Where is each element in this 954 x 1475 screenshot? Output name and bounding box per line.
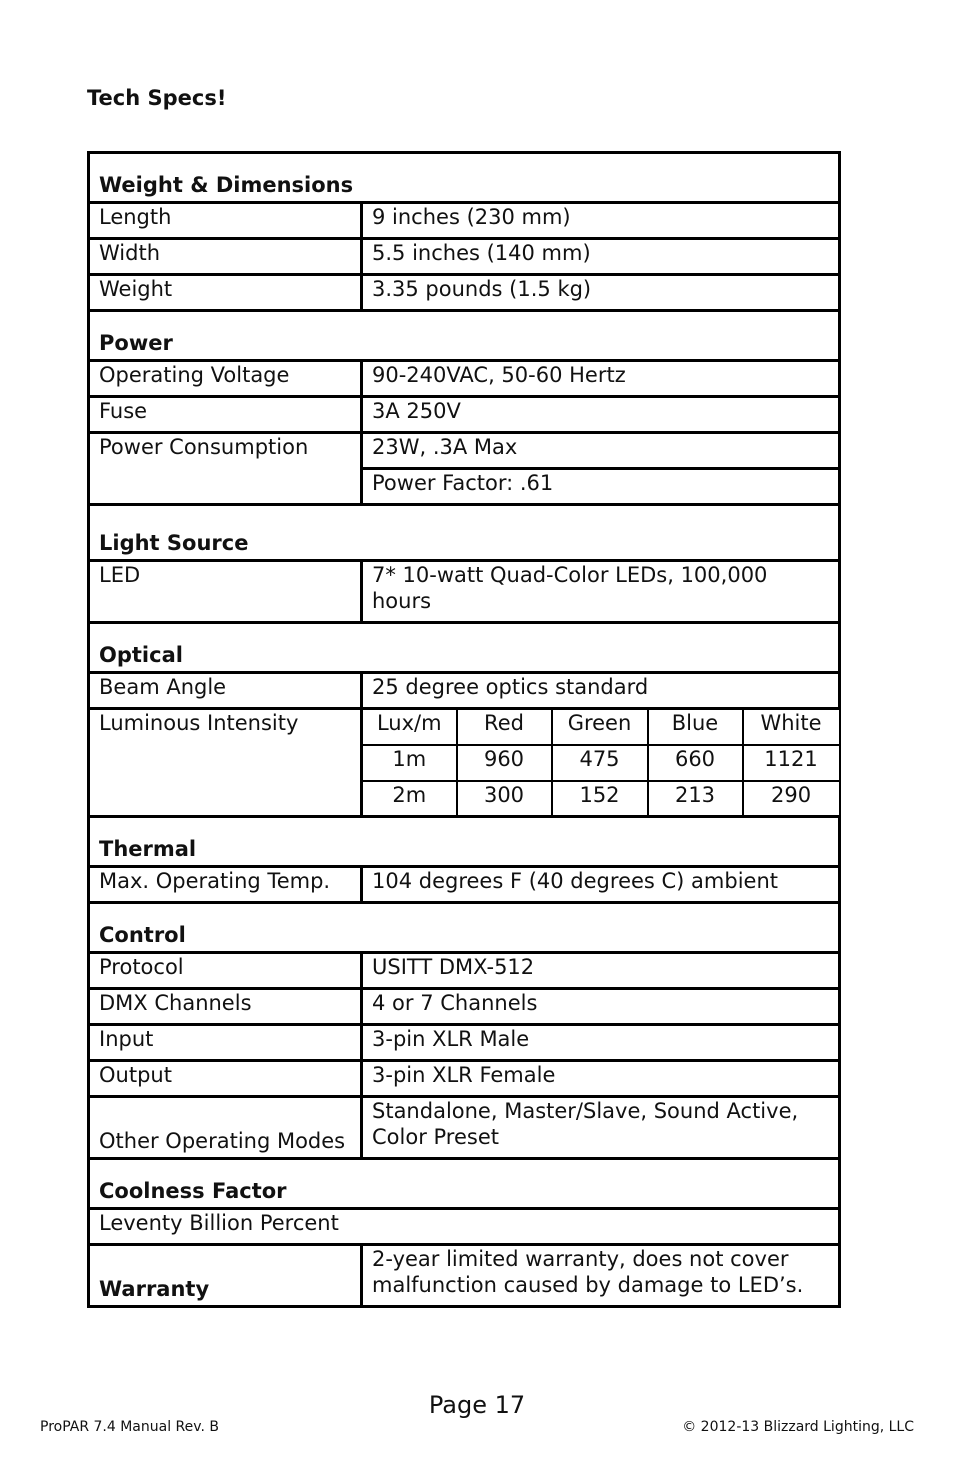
spec-label: Beam Angle — [89, 673, 362, 709]
page-title: Tech Specs! — [87, 86, 227, 110]
spec-label: Protocol — [89, 953, 362, 989]
spec-label: Width — [89, 239, 362, 275]
spec-row-protocol — [89, 953, 840, 989]
section-header-row — [89, 623, 840, 673]
spec-value: 104 degrees F (40 degrees C) ambient — [362, 867, 840, 903]
lux-cell: 2m — [362, 781, 457, 817]
lux-header-cell: Lux/m — [362, 709, 457, 745]
section-title-optical: Optical — [89, 623, 840, 673]
spec-value: 3-pin XLR Male — [362, 1025, 840, 1061]
spec-row-input — [89, 1025, 840, 1061]
spec-row-fuse — [89, 397, 840, 433]
section-title-thermal: Thermal — [89, 817, 840, 867]
section-header-row — [89, 311, 840, 361]
spec-label: Input — [89, 1025, 362, 1061]
lux-cell: 300 — [457, 781, 552, 817]
lux-header-cell: Red — [457, 709, 552, 745]
spec-row-dmx-channels — [89, 989, 840, 1025]
spec-value: 7* 10-watt Quad-Color LEDs, 100,000 hours — [362, 561, 840, 623]
spec-value: Leventy Billion Percent — [89, 1209, 840, 1245]
lux-cell: 1m — [362, 745, 457, 781]
spec-label: Max. Operating Temp. — [89, 867, 362, 903]
spec-row-power-consumption — [89, 433, 840, 469]
section-title-weight-dimensions: Weight & Dimensions — [89, 153, 840, 203]
section-header-row — [89, 505, 840, 561]
spec-value: Standalone, Master/Slave, Sound Active, Color Preset — [362, 1097, 840, 1159]
lux-cell: 660 — [648, 745, 743, 781]
spec-value: 2-year limited warranty, does not cover malfunction caused by damage to LED’s. — [362, 1245, 840, 1307]
footer-manual-title: ProPAR 7.4 Manual Rev. B — [40, 1419, 219, 1435]
page-number: Page 17 — [428, 1391, 526, 1419]
spec-label: Power Consumption — [89, 433, 362, 505]
lux-cell: 152 — [552, 781, 648, 817]
spec-label: Fuse — [89, 397, 362, 433]
lux-header-row — [89, 709, 840, 745]
spec-label: Luminous Intensity — [89, 709, 362, 817]
spec-label: Other Operating Modes — [89, 1097, 362, 1159]
lux-cell: 290 — [743, 781, 840, 817]
spec-row-coolness — [89, 1209, 840, 1245]
spec-row-output — [89, 1061, 840, 1097]
section-header-row — [89, 1159, 840, 1209]
spec-value: 25 degree optics standard — [362, 673, 840, 709]
spec-row-length — [89, 203, 840, 239]
tech-specs-table — [87, 151, 841, 1308]
footer-copyright: © 2012-13 Blizzard Lighting, LLC — [682, 1419, 914, 1435]
section-title-power: Power — [89, 311, 840, 361]
spec-label: Operating Voltage — [89, 361, 362, 397]
spec-label: DMX Channels — [89, 989, 362, 1025]
spec-value: USITT DMX-512 — [362, 953, 840, 989]
section-header-row — [89, 153, 840, 203]
spec-label: LED — [89, 561, 362, 623]
lux-cell: 475 — [552, 745, 648, 781]
lux-header-cell: Blue — [648, 709, 743, 745]
spec-value: 4 or 7 Channels — [362, 989, 840, 1025]
section-title-light-source: Light Source — [89, 505, 840, 561]
spec-row-max-temp — [89, 867, 840, 903]
spec-value: 23W, .3A Max — [362, 433, 840, 469]
lux-header-cell: Green — [552, 709, 648, 745]
section-header-row — [89, 903, 840, 953]
section-title-control: Control — [89, 903, 840, 953]
spec-value: Power Factor: .61 — [362, 469, 840, 505]
spec-row-width — [89, 239, 840, 275]
spec-row-warranty — [89, 1245, 840, 1307]
spec-value: 9 inches (230 mm) — [362, 203, 840, 239]
section-header-row — [89, 817, 840, 867]
spec-value: 3-pin XLR Female — [362, 1061, 840, 1097]
spec-value: 90-240VAC, 50-60 Hertz — [362, 361, 840, 397]
lux-cell: 1121 — [743, 745, 840, 781]
spec-label: Output — [89, 1061, 362, 1097]
spec-row-beam-angle — [89, 673, 840, 709]
lux-header-cell: White — [743, 709, 840, 745]
spec-row-operating-voltage — [89, 361, 840, 397]
spec-label-warranty: Warranty — [89, 1245, 362, 1307]
spec-value: 5.5 inches (140 mm) — [362, 239, 840, 275]
spec-row-operating-modes — [89, 1097, 840, 1159]
spec-label: Weight — [89, 275, 362, 311]
lux-cell: 213 — [648, 781, 743, 817]
spec-row-weight — [89, 275, 840, 311]
spec-value: 3A 250V — [362, 397, 840, 433]
spec-row-led — [89, 561, 840, 623]
spec-label: Length — [89, 203, 362, 239]
lux-cell: 960 — [457, 745, 552, 781]
section-title-coolness-factor: Coolness Factor — [89, 1159, 840, 1209]
spec-value: 3.35 pounds (1.5 kg) — [362, 275, 840, 311]
